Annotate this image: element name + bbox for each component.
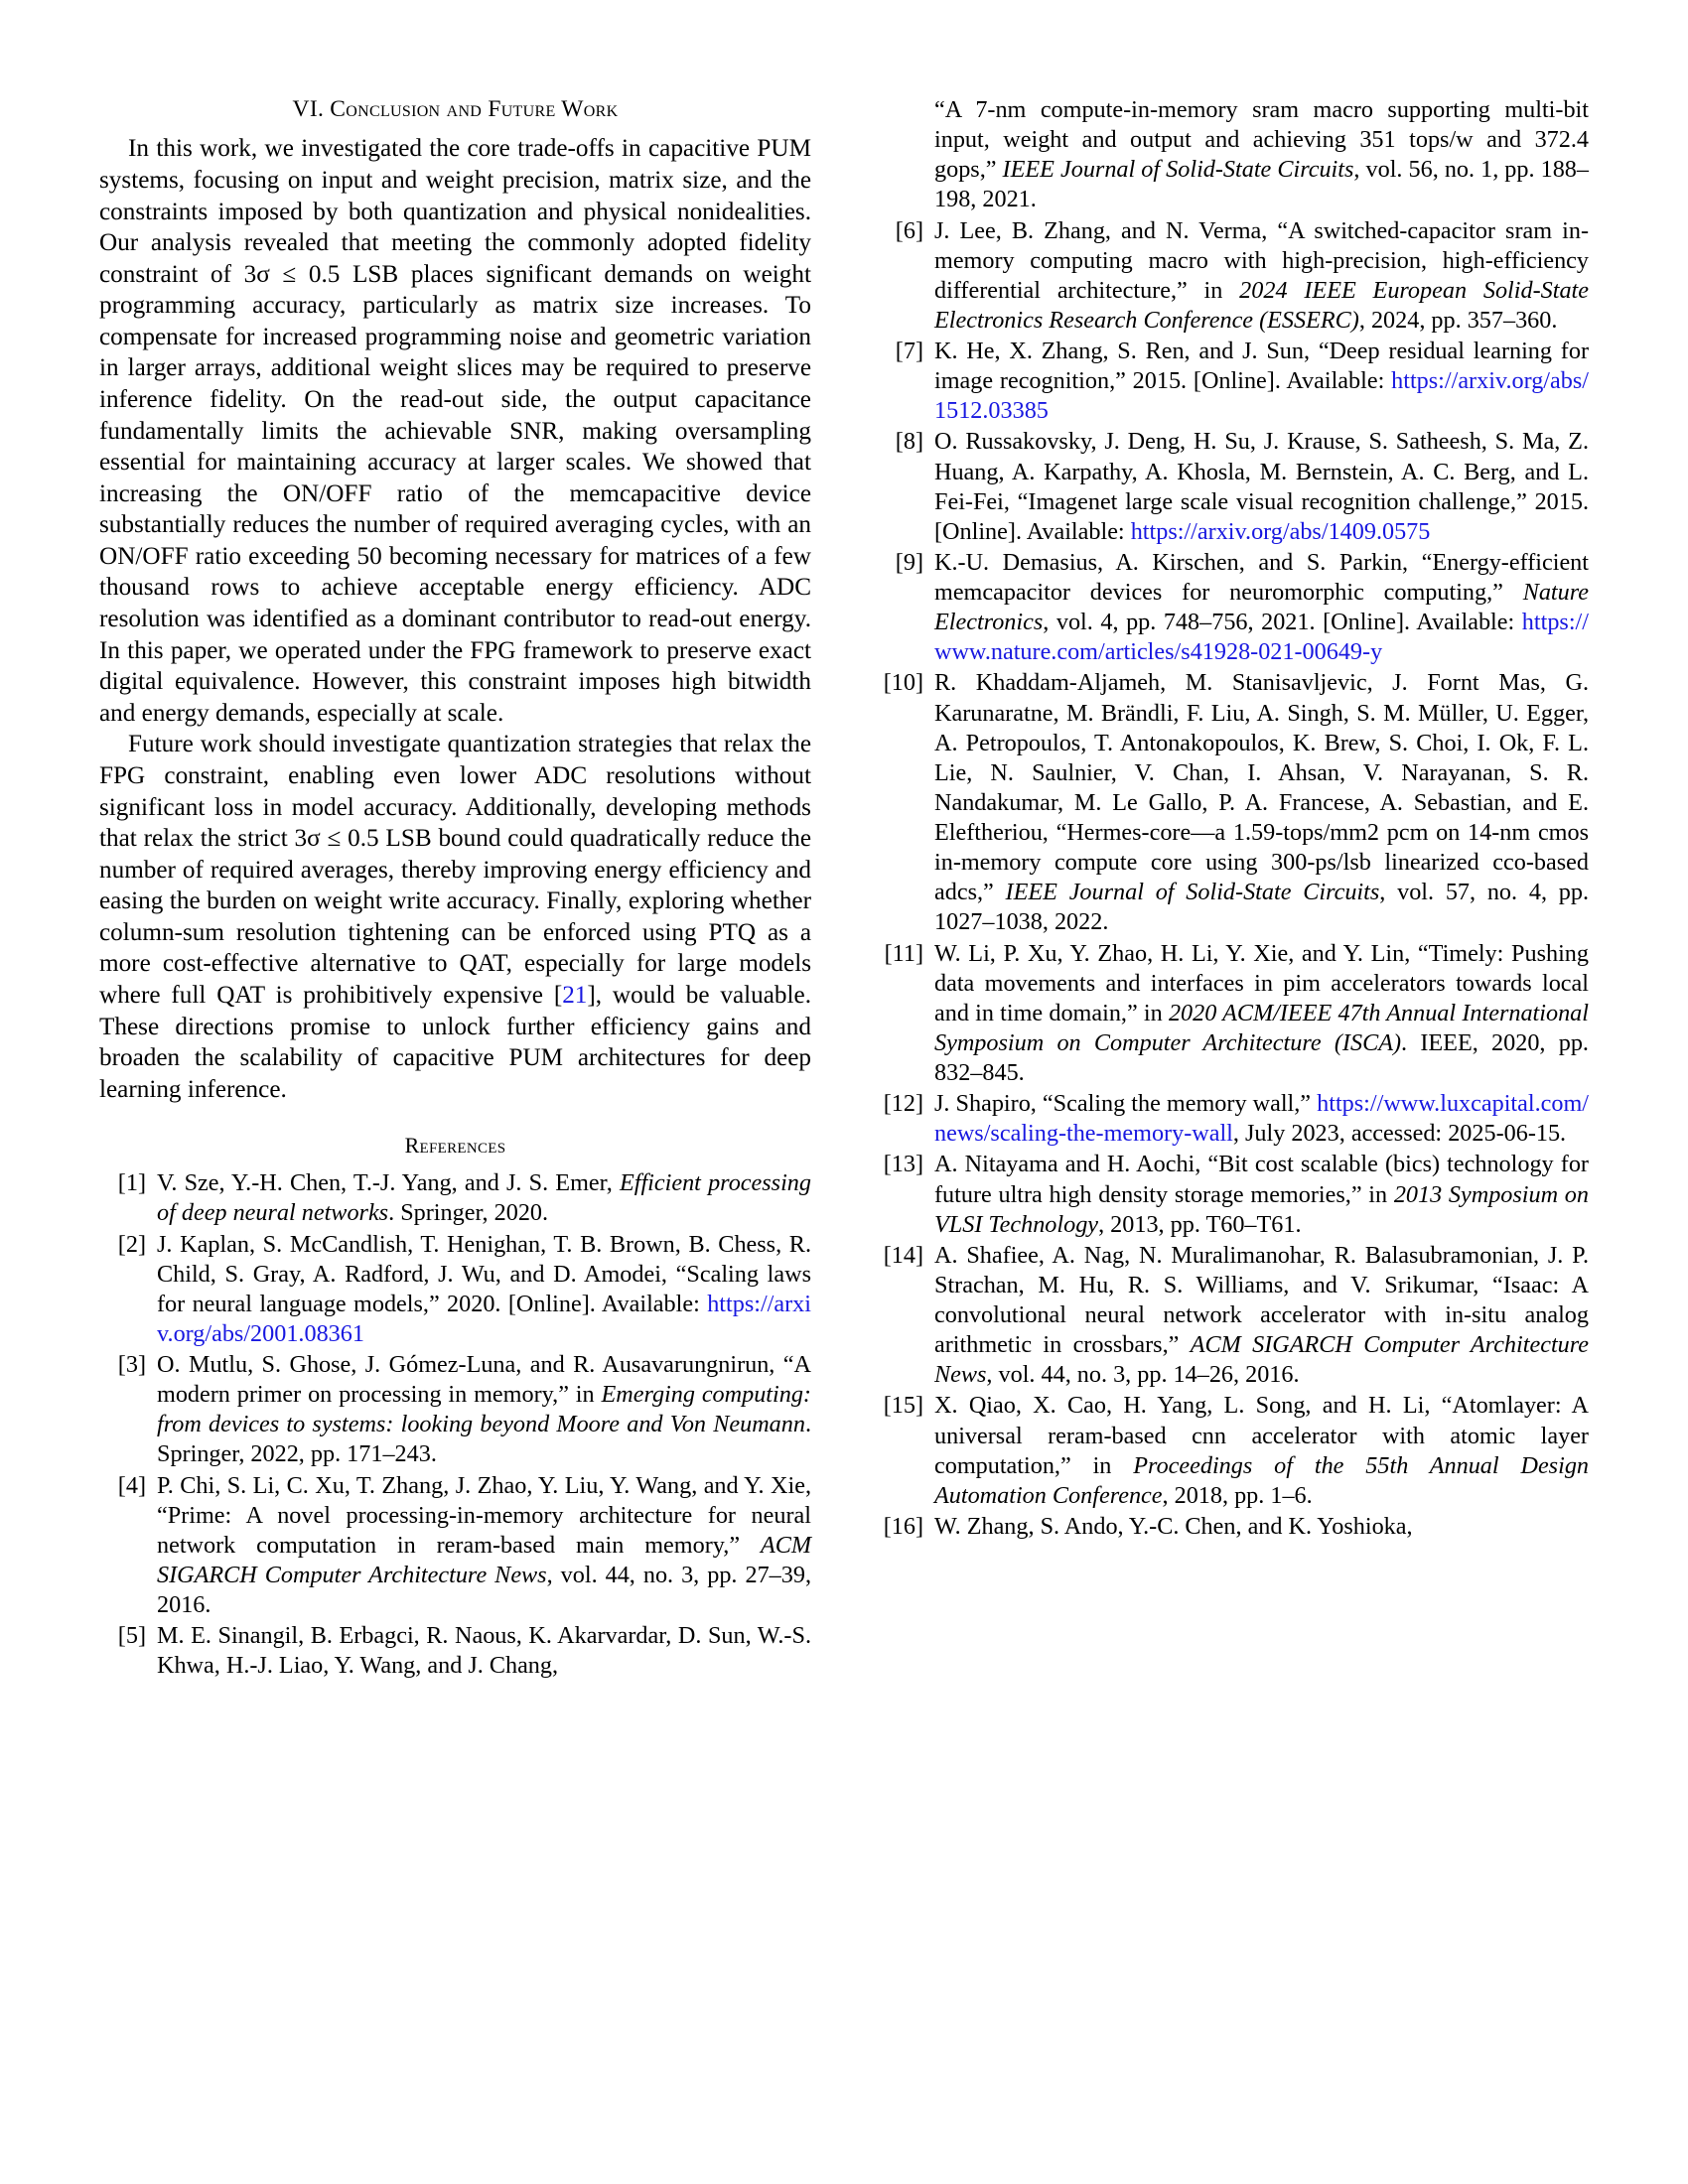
reference-number: [8] [895, 428, 923, 456]
reference-number: [12] [883, 1090, 923, 1118]
reference-plain-text: V. Sze, Y.-H. Chen, T.-J. Yang, and J. S. Emer, [157, 1169, 620, 1197]
reference-number: [11] [884, 939, 923, 967]
reference-text [934, 939, 1589, 1089]
left-column [99, 95, 811, 1682]
reference-plain-text: , vol. 56, no. 1, pp. 188–198, 2021. [934, 156, 1589, 213]
reference-text [934, 1150, 1589, 1239]
reference-url-link[interactable]: https://arxiv.org/abs/1409.0575 [1130, 517, 1431, 545]
reference-plain-text: , 2018, pp. 1–6. [1162, 1481, 1313, 1509]
reference-text [934, 95, 1589, 215]
reference-number: [13] [883, 1151, 923, 1178]
reference-plain-text: A. Shafiee, A. Nag, N. Muralimanohar, R. Balasubramonian, J. P. Strachan, M. Hu, R. S. Williams, and V. Srikumar, “Isaac: A convolutional neural network accelerator with in-situ analog arithmetic in crossbars,” [934, 1241, 1589, 1359]
reference-url-link[interactable]: https://arxiv.org/abs/2001.08361 [157, 1290, 811, 1347]
reference-text [157, 1168, 811, 1228]
reference-text [934, 427, 1589, 547]
reference-text [934, 337, 1589, 426]
reference-venue-italic: ACM SIGARCH Computer Architecture News [157, 1531, 811, 1588]
reference-number: [6] [895, 216, 923, 244]
reference-item [877, 216, 1589, 337]
reference-text [934, 1241, 1589, 1391]
reference-number: [7] [895, 338, 923, 364]
reference-plain-text: W. Zhang, S. Ando, Y.-C. Chen, and K. Yoshioka, [934, 1512, 1413, 1540]
reference-item [99, 1350, 811, 1470]
reference-plain-text: , vol. 44, no. 3, pp. 27–39, 2016. [157, 1561, 811, 1619]
reference-item [877, 337, 1589, 426]
reference-number: [4] [117, 1471, 146, 1499]
reference-plain-text: , vol. 44, no. 3, pp. 14–26, 2016. [986, 1361, 1300, 1389]
reference-url-link[interactable]: https://www.nature.com/articles/s41928-021-00649-y [934, 609, 1589, 666]
reference-list-right [877, 95, 1589, 1542]
right-column [877, 95, 1589, 1543]
reference-plain-text: . Springer, 2020. [388, 1199, 549, 1227]
reference-item [99, 1471, 811, 1621]
reference-plain-text: J. Lee, B. Zhang, and N. Verma, “A switched-capacitor sram in-memory computing macro with high-precision, high-efficiency differential architecture,” in [934, 216, 1589, 304]
reference-number: [2] [117, 1230, 146, 1258]
reference-plain-text: K. He, X. Zhang, S. Ren, and J. Sun, “Deep residual learning for image recognition,” 2015. [Online]. Available: [934, 338, 1589, 395]
reference-url-link[interactable]: https://arxiv.org/abs/1512.03385 [934, 367, 1589, 425]
reference-number: [5] [117, 1622, 146, 1650]
reference-plain-text: J. Kaplan, S. McCandlish, T. Henighan, T. B. Brown, B. Chess, R. Child, S. Gray, A. Radford, J. Wu, and D. Amodei, “Scaling laws for neural language models,” 2020. [Online]. Available: [157, 1230, 811, 1317]
reference-venue-italic: Proceedings of the 55th Annual Design Automation Conference [934, 1451, 1590, 1509]
reference-venue-italic: IEEE Journal of Solid-State Circuits [1005, 879, 1380, 906]
reference-item [877, 427, 1589, 547]
reference-item [877, 939, 1589, 1089]
reference-plain-text: P. Chi, S. Li, C. Xu, T. Zhang, J. Zhao, Y. Liu, Y. Wang, and Y. Xie, “Prime: A novel processing-in-memory architecture for neural network computation in reram-based main memory,” [157, 1471, 811, 1559]
reference-plain-text: R. Khaddam-Aljameh, M. Stanisavljevic, J. Fornt Mas, G. Karunaratne, M. Brändli, F. Liu, A. Singh, S. M. Müller, U. Egger, A. Petropoulos, T. Antonakopoulos, K. Brew, S. Choi, I. Ok, F. L. Lie, N. Saulnier, V. Chan, I. Ahsan, V. Narayanan, S. R. Nandakumar, M. Le Gallo, P. A. Francese, A. Sebastian, and E. Eleftheriou, “Hermes-core—a 1.59-tops/mm2 pcm on 14-nm cmos in-memory compute core using 300-ps/lsb linearized cco-based adcs,” [934, 669, 1589, 906]
reference-plain-text: A. Nitayama and H. Aochi, “Bit cost scalable (bics) technology for future ultra high density storage memories,” in [934, 1151, 1589, 1208]
reference-plain-text: , 2024, pp. 357–360. [1358, 306, 1558, 334]
reference-item [877, 1089, 1589, 1149]
reference-number: [10] [883, 669, 923, 697]
reference-plain-text: . IEEE, 2020, pp. 832–845. [934, 1028, 1589, 1086]
reference-text [934, 1089, 1589, 1149]
reference-text [157, 1471, 811, 1621]
reference-number: [1] [117, 1169, 146, 1197]
reference-plain-text: O. Mutlu, S. Ghose, J. Gómez-Luna, and R. Ausavarungnirun, “A modern primer on processing in memory,” in [157, 1351, 811, 1409]
reference-plain-text: . Springer, 2022, pp. 171–243. [157, 1411, 811, 1468]
reference-plain-text: , vol. 4, pp. 748–756, 2021. [Online]. Available: [1043, 609, 1522, 636]
reference-item [877, 1241, 1589, 1391]
reference-item [877, 1512, 1589, 1542]
reference-venue-italic: Nature Electronics [934, 579, 1589, 636]
reference-venue-italic: IEEE Journal of Solid-State Circuits [1002, 156, 1354, 184]
conclusion-paragraph-2: Future work should investigate quantization strategies that relax the FPG constraint, enabling even lower ADC resolutions without significant loss in model accuracy. Additionally, developing methods that relax the strict 3σ ≤ 0.5 LSB bound could quadratically reduce the number of required averages, thereby improving energy efficiency and easing the burden on weight write accuracy. Finally, exploring whether column-sum resolution tightening can be enforced using PTQ as a more cost-effective alternative to QAT, especially for large models where full QAT is prohibitively expensive [21], would be valuable. These directions promise to unlock further efficiency gains and broaden the scalability of capacitive PUM architectures for deep learning inference. [99, 731, 812, 1103]
reference-text [934, 216, 1589, 337]
reference-item [877, 548, 1589, 668]
reference-venue-italic: Efficient processing of deep neural networks [157, 1169, 811, 1227]
reference-text [157, 1350, 811, 1470]
reference-plain-text: , vol. 57, no. 4, pp. 1027–1038, 2022. [934, 879, 1589, 936]
reference-item [99, 1230, 811, 1350]
reference-venue-italic: ACM SIGARCH Computer Architecture News [934, 1331, 1590, 1389]
reference-text [157, 1230, 811, 1350]
reference-text [934, 1391, 1589, 1511]
reference-item [99, 1168, 811, 1228]
reference-item [877, 1150, 1589, 1239]
reference-venue-italic: 2024 IEEE European Solid-State Electronics Research Conference (ESSERC) [934, 276, 1589, 334]
section-heading-conclusion: VI. Conclusion and Future Work [292, 96, 619, 122]
reference-plain-text: W. Li, P. Xu, Y. Zhao, H. Li, Y. Xie, and Y. Lin, “Timely: Pushing data movements and interfaces in pim accelerators towards local and in time domain,” in [934, 939, 1589, 1026]
reference-number: [3] [117, 1351, 146, 1379]
reference-number: [16] [883, 1512, 923, 1540]
reference-plain-text: X. Qiao, X. Cao, H. Yang, L. Song, and H. Li, “Atomlayer: A universal reram-based cnn accelerator with atomic layer computation,” in [934, 1392, 1589, 1479]
reference-number: [14] [883, 1241, 923, 1269]
reference-number: [9] [895, 548, 923, 576]
conclusion-paragraph-1: In this work, we investigated the core trade-offs in capacitive PUM systems, focusing on input and weight precision, matrix size, and the constraints imposed by both quantization and physical nonidealities. Our analysis revealed that meeting the commonly adopted fidelity constraint of 3σ ≤ 0.5 LSB places significant demands on weight programming accuracy, particularly as matrix size increases. To compensate for increased programming noise and geometric variation in larger arrays, additional weight slices may be required to preserve inference fidelity. On the read-out side, the output capacitance fundamentally limits the achievable SNR, making oversampling essential for maintaining accuracy at larger scales. We showed that increasing the ON/OFF ratio of the memcapacitive device substantially reduces the number of required averaging cycles, with an ON/OFF ratio exceeding 50 becoming necessary for matrices of a few thousand rows to achieve acceptable energy efficiency. ADC resolution was identified as a dominant contributor to read-out energy. In this paper, we operated under the FPG framework to preserve exact digital equivalence. However, this constraint imposes high bitwidth and energy demands, especially at scale. [99, 135, 811, 727]
reference-text [934, 548, 1589, 668]
reference-plain-text: J. Shapiro, “Scaling the memory wall,” [934, 1090, 1318, 1118]
reference-number: [15] [883, 1392, 923, 1420]
reference-url-link[interactable]: https://www.luxcapital.com/news/scaling-the-memory-wall [934, 1090, 1589, 1148]
references-heading: References [404, 1133, 506, 1159]
reference-plain-text: K.-U. Demasius, A. Kirschen, and S. Parkin, “Energy-efficient memcapacitor devices for neuromorphic computing,” [934, 548, 1589, 606]
reference-item [99, 1621, 811, 1681]
reference-venue-italic: Emerging computing: from devices to systems: looking beyond Moore and Von Neumann [157, 1381, 811, 1438]
reference-plain-text: M. E. Sinangil, B. Erbagci, R. Naous, K. Akarvardar, D. Sun, W.-S. Khwa, H.-J. Liao, Y. Wang, and J. Chang, [157, 1622, 811, 1680]
reference-plain-text: , 2013, pp. T60–T61. [1098, 1210, 1302, 1238]
reference-plain-text: “A 7-nm compute-in-memory sram macro supporting multi-bit input, weight and output and achieving 351 tops/w and 372.4 gops,” [934, 96, 1589, 184]
reference-text [157, 1621, 811, 1681]
inline-citation-21[interactable]: 21 [562, 981, 588, 1009]
reference-text [934, 668, 1589, 937]
reference-item [877, 95, 1589, 215]
reference-plain-text: , July 2023, accessed: 2025-06-15. [1232, 1120, 1567, 1148]
two-column-layout [99, 95, 1589, 1682]
reference-item [877, 668, 1589, 937]
reference-list-left [99, 1168, 811, 1681]
reference-venue-italic: 2020 ACM/IEEE 47th Annual International Symposium on Computer Architecture (ISCA) [934, 999, 1589, 1056]
reference-text [934, 1512, 1589, 1542]
reference-plain-text: O. Russakovsky, J. Deng, H. Su, J. Krause, S. Satheesh, S. Ma, Z. Huang, A. Karpathy, A. Khosla, M. Bernstein, A. C. Berg, and L. Fei-Fei, “Imagenet large scale visual recognition challenge,” 2015. [Online]. Available: [934, 428, 1589, 545]
reference-item [877, 1391, 1589, 1511]
reference-venue-italic: 2013 Symposium on VLSI Technology [934, 1180, 1589, 1238]
